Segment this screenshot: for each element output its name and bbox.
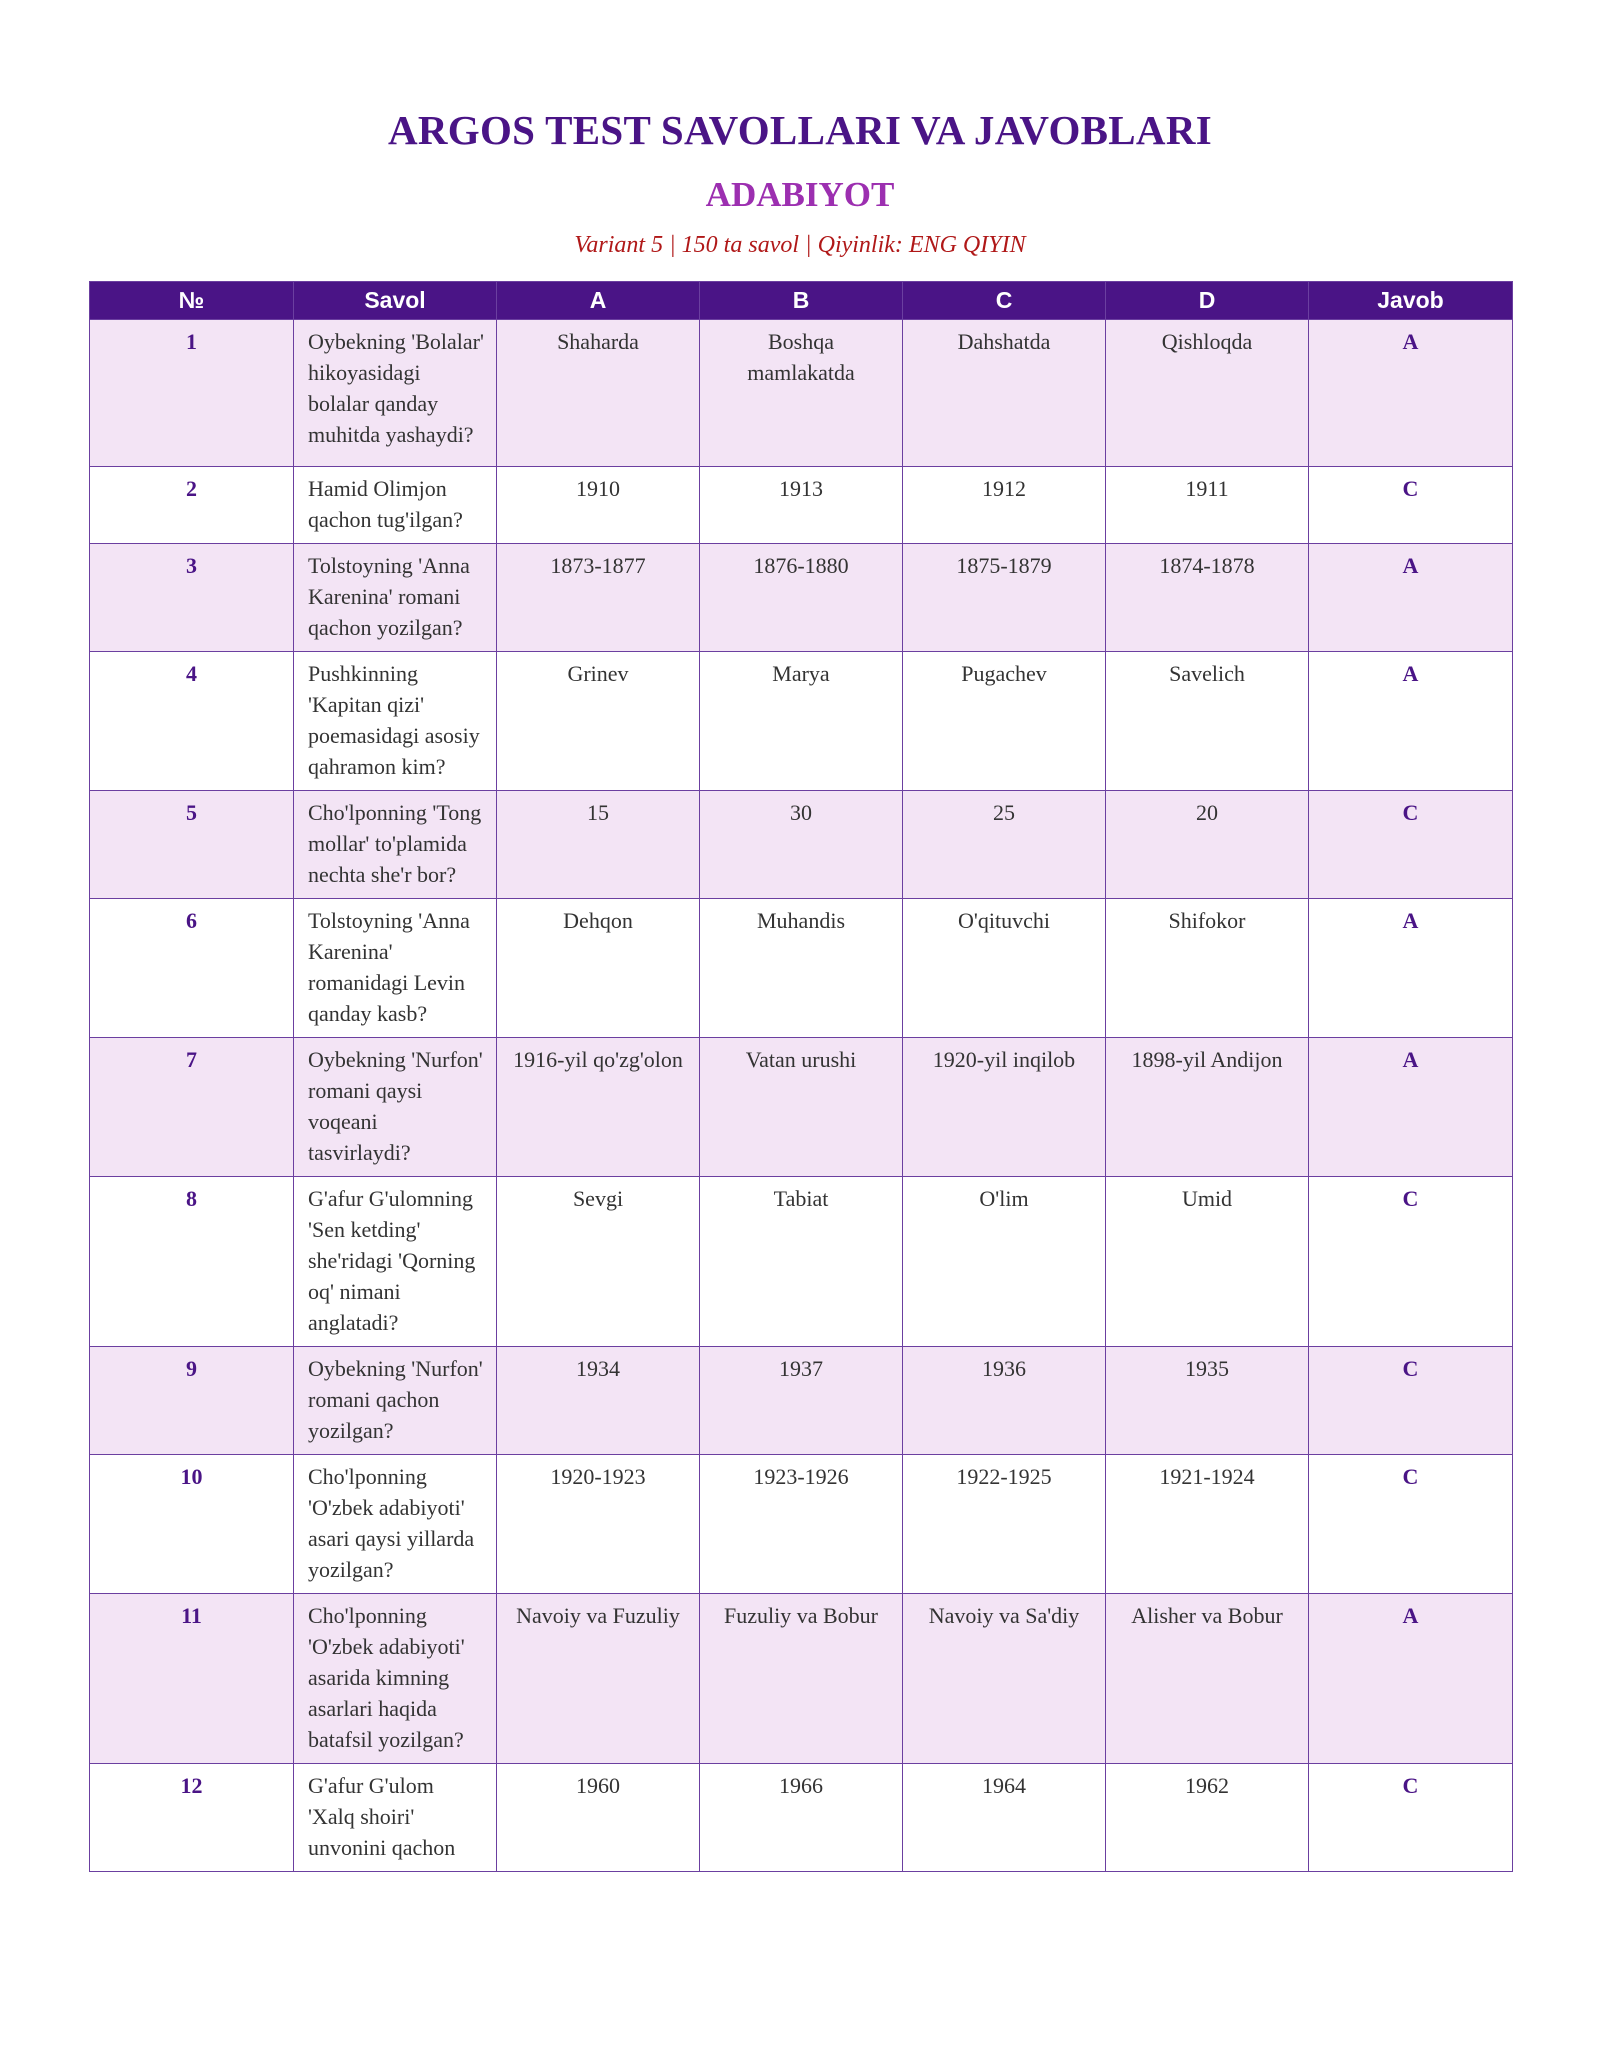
table-row bbox=[90, 1594, 1513, 1764]
question-text: Cho'lponning 'Tong mollar' to'plamida nechta she'r bor? bbox=[294, 791, 497, 899]
option-d: Shifokor bbox=[1106, 899, 1309, 1038]
option-d: Umid bbox=[1106, 1177, 1309, 1347]
option-c: 1875-1879 bbox=[903, 544, 1106, 652]
option-d: 1935 bbox=[1106, 1347, 1309, 1455]
question-number: 10 bbox=[90, 1455, 294, 1594]
option-b: 1923-1926 bbox=[700, 1455, 903, 1594]
table-row bbox=[90, 1764, 1513, 1872]
option-a: Grinev bbox=[497, 652, 700, 791]
correct-answer: C bbox=[1309, 1177, 1513, 1347]
option-c: 1936 bbox=[903, 1347, 1106, 1455]
question-text: Pushkinning 'Kapitan qizi' poemasidagi asosiy qahramon kim? bbox=[294, 652, 497, 791]
question-text: Cho'lponning 'O'zbek adabiyoti' asari qaysi yillarda yozilgan? bbox=[294, 1455, 497, 1594]
question-number: 6 bbox=[90, 899, 294, 1038]
question-text: Tolstoyning 'Anna Karenina' romanidagi Levin qanday kasb? bbox=[294, 899, 497, 1038]
question-number: 1 bbox=[90, 320, 294, 467]
question-number: 4 bbox=[90, 652, 294, 791]
option-a: Dehqon bbox=[497, 899, 700, 1038]
option-c: O'qituvchi bbox=[903, 899, 1106, 1038]
question-text: G'afur G'ulom 'Xalq shoiri' unvonini qachon bbox=[294, 1764, 497, 1872]
option-a: Shaharda bbox=[497, 320, 700, 467]
correct-answer: A bbox=[1309, 1038, 1513, 1177]
option-a: 1934 bbox=[497, 1347, 700, 1455]
option-d: 1898-yil Andijon bbox=[1106, 1038, 1309, 1177]
option-b: Boshqa mamlakatda bbox=[700, 320, 903, 467]
option-b: 1913 bbox=[700, 467, 903, 544]
column-header-a: A bbox=[497, 282, 700, 320]
option-a: 1916-yil qo'zg'olon bbox=[497, 1038, 700, 1177]
option-c: 1922-1925 bbox=[903, 1455, 1106, 1594]
option-c: 1912 bbox=[903, 467, 1106, 544]
question-number: 12 bbox=[90, 1764, 294, 1872]
option-a: Sevgi bbox=[497, 1177, 700, 1347]
option-d: 20 bbox=[1106, 791, 1309, 899]
option-a: 1960 bbox=[497, 1764, 700, 1872]
question-number: 11 bbox=[90, 1594, 294, 1764]
question-number: 5 bbox=[90, 791, 294, 899]
correct-answer: A bbox=[1309, 652, 1513, 791]
option-a: 1910 bbox=[497, 467, 700, 544]
question-text: Oybekning 'Nurfon' romani qaysi voqeani tasvirlaydi? bbox=[294, 1038, 497, 1177]
option-b: Tabiat bbox=[700, 1177, 903, 1347]
questions-table bbox=[89, 281, 1513, 1872]
correct-answer: C bbox=[1309, 1764, 1513, 1872]
correct-answer: C bbox=[1309, 1455, 1513, 1594]
correct-answer: A bbox=[1309, 320, 1513, 467]
option-d: Qishloqda bbox=[1106, 320, 1309, 467]
question-text: Oybekning 'Bolalar' hikoyasidagi bolalar qanday muhitda yashaydi? bbox=[294, 320, 497, 467]
question-number: 9 bbox=[90, 1347, 294, 1455]
option-a: Navoiy va Fuzuliy bbox=[497, 1594, 700, 1764]
table-row bbox=[90, 320, 1513, 467]
correct-answer: A bbox=[1309, 1594, 1513, 1764]
option-b: Vatan urushi bbox=[700, 1038, 903, 1177]
table-row bbox=[90, 899, 1513, 1038]
table-row bbox=[90, 1177, 1513, 1347]
correct-answer: A bbox=[1309, 899, 1513, 1038]
table-row bbox=[90, 1038, 1513, 1177]
table-row bbox=[90, 652, 1513, 791]
question-number: 8 bbox=[90, 1177, 294, 1347]
option-d: Alisher va Bobur bbox=[1106, 1594, 1309, 1764]
option-d: 1962 bbox=[1106, 1764, 1309, 1872]
option-a: 1920-1923 bbox=[497, 1455, 700, 1594]
option-d: 1921-1924 bbox=[1106, 1455, 1309, 1594]
correct-answer: A bbox=[1309, 544, 1513, 652]
column-header-d: D bbox=[1106, 282, 1309, 320]
question-text: Hamid Olimjon qachon tug'ilgan? bbox=[294, 467, 497, 544]
subject-heading: ADABIYOT bbox=[705, 175, 895, 214]
variant-info: Variant 5 | 150 ta savol | Qiyinlik: ENG QIYIN bbox=[574, 232, 1026, 258]
document-title: ARGOS TEST SAVOLLARI VA JAVOBLARI bbox=[387, 107, 1213, 153]
table-header-row bbox=[90, 282, 1513, 320]
correct-answer: C bbox=[1309, 467, 1513, 544]
option-c: Navoiy va Sa'diy bbox=[903, 1594, 1106, 1764]
column-header-c: C bbox=[903, 282, 1106, 320]
column-header-number: № bbox=[90, 282, 294, 320]
question-text: Cho'lponning 'O'zbek adabiyoti' asarida kimning asarlari haqida batafsil yozilgan? bbox=[294, 1594, 497, 1764]
question-number: 3 bbox=[90, 544, 294, 652]
option-a: 15 bbox=[497, 791, 700, 899]
option-b: 30 bbox=[700, 791, 903, 899]
correct-answer: C bbox=[1309, 791, 1513, 899]
option-d: 1911 bbox=[1106, 467, 1309, 544]
option-b: 1876-1880 bbox=[700, 544, 903, 652]
table-row bbox=[90, 791, 1513, 899]
option-d: 1874-1878 bbox=[1106, 544, 1309, 652]
option-d: Savelich bbox=[1106, 652, 1309, 791]
questions-table-body bbox=[90, 320, 1513, 1872]
option-c: O'lim bbox=[903, 1177, 1106, 1347]
question-text: Tolstoyning 'Anna Karenina' romani qachon yozilgan? bbox=[294, 544, 497, 652]
option-c: 1964 bbox=[903, 1764, 1106, 1872]
option-b: Fuzuliy va Bobur bbox=[700, 1594, 903, 1764]
column-header-answer: Javob bbox=[1309, 282, 1513, 320]
table-row bbox=[90, 1347, 1513, 1455]
column-header-b: B bbox=[700, 282, 903, 320]
table-row bbox=[90, 1455, 1513, 1594]
option-c: 25 bbox=[903, 791, 1106, 899]
correct-answer: C bbox=[1309, 1347, 1513, 1455]
column-header-question: Savol bbox=[294, 282, 497, 320]
option-b: Muhandis bbox=[700, 899, 903, 1038]
option-b: Marya bbox=[700, 652, 903, 791]
option-a: 1873-1877 bbox=[497, 544, 700, 652]
option-c: Dahshatda bbox=[903, 320, 1106, 467]
option-c: Pugachev bbox=[903, 652, 1106, 791]
option-b: 1937 bbox=[700, 1347, 903, 1455]
table-row bbox=[90, 467, 1513, 544]
question-text: Oybekning 'Nurfon' romani qachon yozilgan? bbox=[294, 1347, 497, 1455]
option-b: 1966 bbox=[700, 1764, 903, 1872]
option-c: 1920-yil inqilob bbox=[903, 1038, 1106, 1177]
question-text: G'afur G'ulomning 'Sen ketding' she'ridagi 'Qorning oq' nimani anglatadi? bbox=[294, 1177, 497, 1347]
question-number: 2 bbox=[90, 467, 294, 544]
question-number: 7 bbox=[90, 1038, 294, 1177]
table-row bbox=[90, 544, 1513, 652]
